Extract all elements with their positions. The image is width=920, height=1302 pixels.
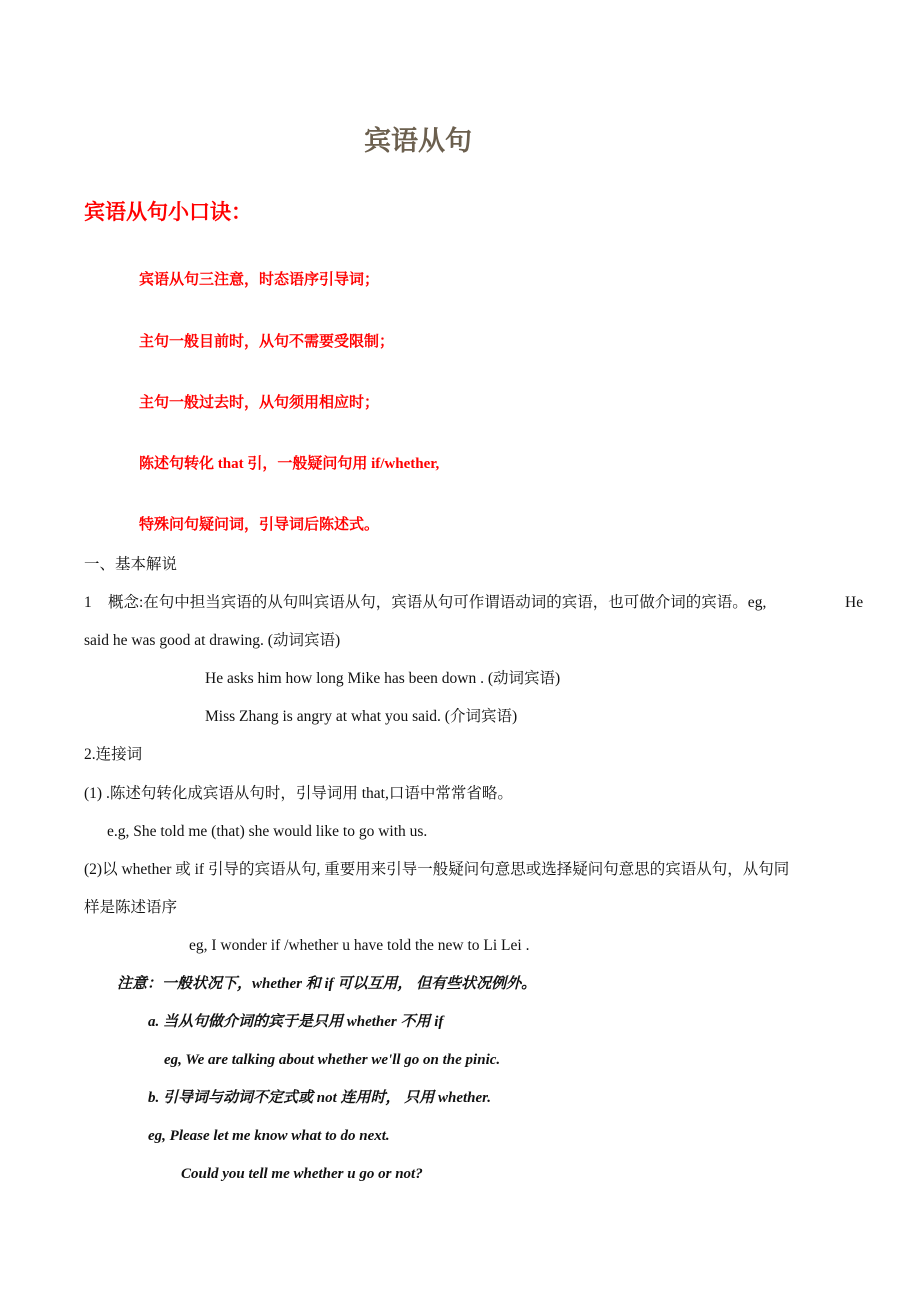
mnemonic-heading: 宾语从句小口诀： (84, 200, 252, 224)
note-b-example-2: Could you tell me whether u go or not? (181, 1166, 423, 1182)
concept-example: Miss Zhang is angry at what you said. (介词宾语) (205, 708, 518, 725)
document-title: 宾语从句 (364, 126, 472, 156)
note-a-example: eg, We are talking about whether we'll go on the pinic. (164, 1052, 501, 1068)
connectives-heading: 2.连接词 (84, 746, 143, 763)
concept-text-end: He (845, 594, 864, 611)
connectives-item-2-continued: 样是陈述语序 (84, 899, 178, 916)
concept-example: He asks him how long Mike has been down . (动词宾语) (205, 670, 561, 687)
section-heading-basic: 一、基本解说 (84, 556, 178, 573)
concept-number: 1 (84, 594, 92, 611)
mnemonic-line: 主句一般过去时，从句须用相应时； (139, 395, 380, 411)
note-heading: 注意：一般状况下，whether 和 if 可以互用， 但有些状况例外。 (117, 976, 537, 992)
connectives-item-1: (1) .陈述句转化成宾语从句时，引导词用 that,口语中常常省略。 (84, 785, 513, 802)
note-b: b. 引导词与动词不定式或 not 连用时， 只用 whether. (148, 1090, 491, 1106)
concept-text: 概念:在句中担当宾语的从句叫宾语从句，宾语从句可作谓语动词的宾语，也可做介词的宾语。eg, (108, 594, 767, 611)
mnemonic-line: 特殊问句疑问词，引导词后陈述式。 (139, 517, 380, 533)
connectives-item-2-example: eg, I wonder if /whether u have told the new to Li Lei . (189, 937, 530, 954)
note-a: a. 当从句做介词的宾于是只用 whether 不用 if (148, 1014, 444, 1030)
mnemonic-line: 宾语从句三注意，时态语序引导词； (139, 272, 380, 288)
note-b-example-1: eg, Please let me know what to do next. (148, 1128, 390, 1144)
mnemonic-line: 主句一般目前时，从句不需要受限制； (139, 334, 395, 350)
connectives-item-2: (2)以 whether 或 if 引导的宾语从句, 重要用来引导一般疑问句意思或选择疑问句意思的宾语从句，从句同 (84, 861, 790, 878)
concept-text-continued: said he was good at drawing. (动词宾语) (84, 632, 341, 649)
mnemonic-line: 陈述句转化 that 引，一般疑问句用 if/whether, (139, 456, 440, 472)
connectives-item-1-example: e.g, She told me (that) she would like to go with us. (107, 823, 428, 840)
